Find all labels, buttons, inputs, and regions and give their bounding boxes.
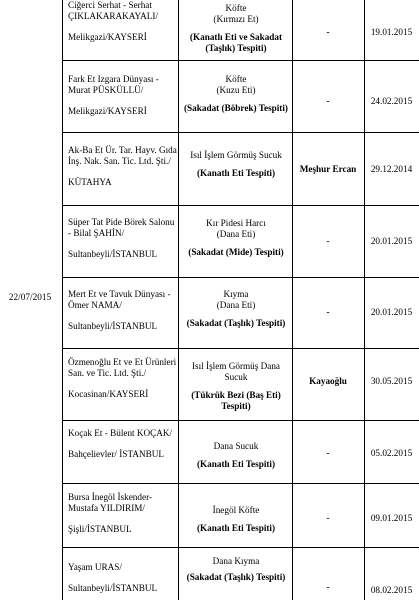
col-divider bbox=[62, 0, 63, 600]
finding: (Kanatlı Eti Tespiti) bbox=[196, 523, 276, 533]
firm-name: Yaşam URAS/ bbox=[68, 562, 122, 572]
finding: (Kanatlı Eti ve Sakadat (Taşlık) Tespiti) bbox=[189, 32, 283, 53]
product-name: Kır Pidesi Harcı (Dana Eti) bbox=[206, 218, 266, 239]
detection-date: 08.02.2015 bbox=[370, 585, 413, 595]
finding: (Tükrük Bezi (Baş Eti) Tespiti) bbox=[191, 390, 281, 411]
finding: (Sakadat (Taşlık) Tespiti) bbox=[186, 572, 286, 582]
product-cell bbox=[180, 3, 292, 54]
firm-cell bbox=[64, 0, 178, 43]
detection-date: 29.12.2014 bbox=[370, 164, 413, 174]
product-cell bbox=[180, 361, 292, 412]
row-divider bbox=[62, 420, 419, 421]
firm-location: Melikgazi/KAYSERİ bbox=[68, 106, 147, 116]
decision-date: 22/07/2015 bbox=[8, 293, 52, 303]
row-divider bbox=[62, 277, 419, 278]
detection-date: 20.01.2015 bbox=[370, 307, 413, 317]
brand-cell: - bbox=[326, 27, 330, 37]
firm-location: Şişli/İSTANBUL bbox=[68, 524, 132, 534]
detection-date: 19.01.2015 bbox=[370, 27, 413, 37]
firm-location: Sultanbeyli/İSTANBUL bbox=[68, 583, 158, 593]
firm-name: Fark Et Izgara Dünyası - Murat PÜSKÜLLÜ/ bbox=[68, 74, 159, 95]
firm-cell bbox=[64, 562, 178, 594]
detection-date: 30.05.2015 bbox=[370, 376, 413, 386]
firm-cell bbox=[64, 492, 178, 535]
firm-location: Melikgazi/KAYSERİ bbox=[68, 32, 147, 42]
firm-location: Sultanbeyli/İSTANBUL bbox=[68, 321, 158, 331]
brand-cell: Meşhur Ercan bbox=[299, 164, 357, 174]
firm-cell bbox=[64, 357, 178, 400]
product-name: Isıl İşlem Görmüş Dana Sucuk bbox=[191, 361, 281, 382]
brand-cell: - bbox=[326, 307, 330, 317]
firm-name: Özmenoğlu Et ve Et Ürünleri San. ve Tic. Ltd. Şti./ bbox=[68, 357, 177, 378]
col-divider bbox=[178, 0, 179, 600]
row-divider bbox=[62, 60, 419, 61]
row-divider bbox=[62, 132, 419, 133]
brand-cell: - bbox=[326, 448, 330, 458]
firm-name: Ak-Ba Et Ür. Tar. Hayv. Gıda İnş. Nak. San. Tic. Ltd. Şti./ bbox=[68, 145, 177, 166]
firm-name: Mert Et ve Tavuk Dünyası - Ömer NAMA/ bbox=[68, 289, 171, 310]
product-cell bbox=[180, 218, 292, 258]
product-name: Isıl İşlem Görmüş Sucuk bbox=[190, 150, 282, 160]
product-name: Dana Sucuk bbox=[213, 441, 259, 451]
firm-location: KÜTAHYA bbox=[68, 177, 112, 187]
row-divider bbox=[62, 483, 419, 484]
firm-location: Kocasinan/KAYSERİ bbox=[68, 389, 149, 399]
finding: (Sakadat (Mide) Tespiti) bbox=[188, 247, 284, 257]
firm-name: Bursa İnegöl İskender-Mustafa YILDIRIM/ bbox=[68, 492, 153, 513]
finding: (Sakadat (Taşlık) Tespiti) bbox=[186, 318, 286, 328]
row-divider bbox=[62, 205, 419, 206]
product-cell bbox=[180, 289, 292, 329]
brand-cell: - bbox=[326, 582, 330, 592]
product-cell bbox=[180, 74, 292, 114]
col-divider bbox=[292, 0, 293, 600]
finding: (Kanatlı Eti Tespiti) bbox=[196, 168, 276, 178]
product-cell bbox=[180, 150, 292, 179]
product-name: Kıyma (Dana Eti) bbox=[216, 289, 256, 310]
row-divider bbox=[62, 348, 419, 349]
firm-name: Süper Tat Pide Börek Salonu - Bilal ŞAHİN/ bbox=[68, 217, 175, 238]
firm-name: Koçak Et - Bülent KOÇAK/ bbox=[68, 428, 173, 438]
product-cell bbox=[180, 505, 292, 534]
finding: (Sakadat (Böbrek) Tespiti) bbox=[184, 103, 288, 113]
firm-location: Sultanbeyli/İSTANBUL bbox=[68, 249, 158, 259]
brand-cell: - bbox=[326, 513, 330, 523]
decision-date-cell bbox=[0, 0, 60, 600]
firm-cell bbox=[64, 145, 178, 188]
row-divider bbox=[62, 547, 419, 548]
firm-cell bbox=[64, 217, 178, 260]
brand-cell: - bbox=[326, 96, 330, 106]
product-cell bbox=[180, 441, 292, 470]
firm-name: Ciğerci Serhat - Serhat ÇIKLAKARAKAYALI/ bbox=[68, 0, 159, 21]
brand-cell: - bbox=[326, 236, 330, 246]
product-name: Köfte (Kırmızı Et) bbox=[213, 3, 259, 24]
firm-location: Bahçelievler/ İSTANBUL bbox=[68, 449, 164, 459]
product-cell bbox=[180, 556, 292, 583]
detection-date: 20.01.2015 bbox=[370, 236, 413, 246]
product-name: İnegöl Köfte bbox=[212, 505, 260, 515]
col-divider bbox=[364, 0, 365, 600]
detection-date: 05.02.2015 bbox=[370, 448, 413, 458]
firm-cell bbox=[64, 428, 178, 460]
detection-date: 24.02.2015 bbox=[370, 96, 413, 106]
finding: (Kanatlı Eti Tespiti) bbox=[196, 459, 276, 469]
product-name: Köfte (Kuzu Eti) bbox=[216, 74, 256, 95]
firm-cell bbox=[64, 74, 178, 117]
brand-cell: Kayaoğlu bbox=[309, 376, 347, 386]
firm-cell bbox=[64, 289, 178, 332]
detection-date: 09.01.2015 bbox=[370, 513, 413, 523]
product-name: Dana Kıyma bbox=[212, 556, 260, 566]
